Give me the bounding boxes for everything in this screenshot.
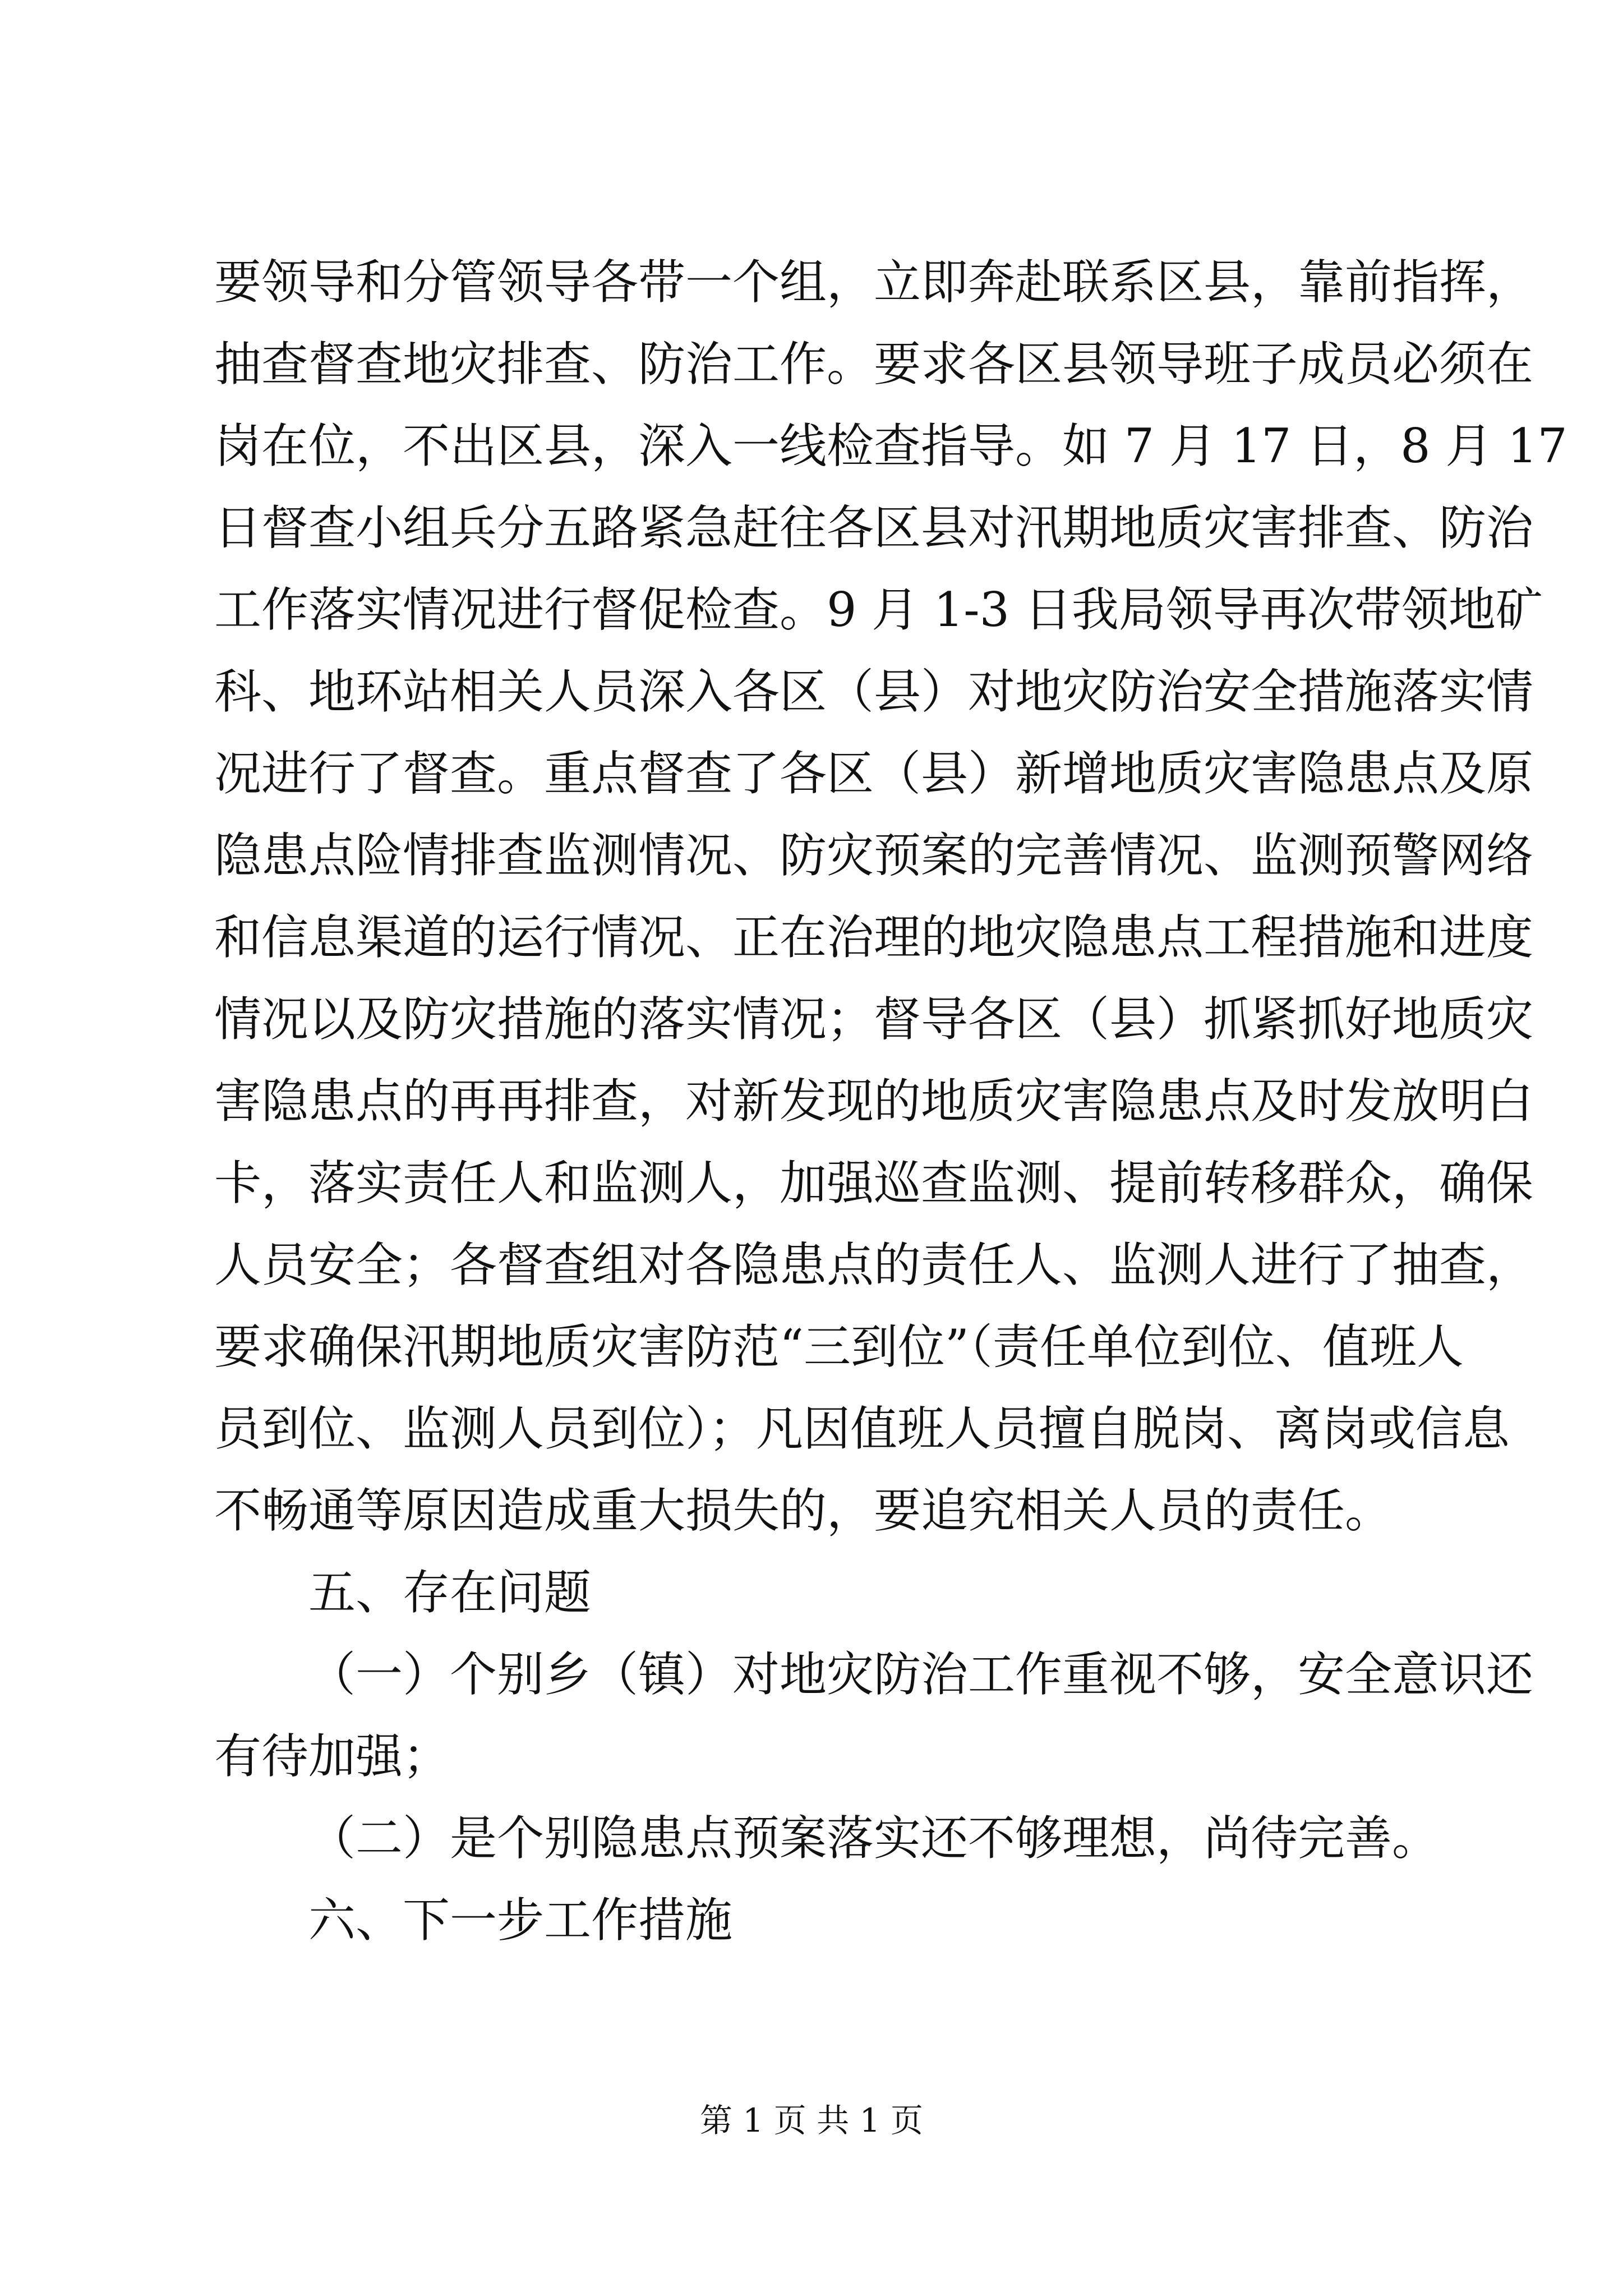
paragraph-line: 卡，落实责任人和监测人，加强巡查监测、提前转移群众，确保 bbox=[214, 1156, 1534, 1211]
paragraph-line: 和信息渠道的运行情况、正在治理的地灾隐患点工程措施和进度 bbox=[214, 910, 1534, 965]
paragraph-line: 不畅通等原因造成重大损失的，要追究相关人员的责任。 bbox=[214, 1483, 1393, 1538]
section-heading: 六、下一步工作措施 bbox=[308, 1893, 733, 1948]
paragraph-line: 抽查督查地灾排查、防治工作。要求各区县领导班子成员必须在 bbox=[214, 337, 1534, 392]
paragraph-line: 员到位、监测人员到位）；凡因值班人员擅自脱岗、离岗或信息 bbox=[214, 1401, 1510, 1456]
document-body bbox=[214, 241, 1567, 1961]
paragraph-line: 工作落实情况进行督促检查。9 月 1-3 日我局领导再次带领地矿 bbox=[214, 582, 1543, 637]
paragraph-line: 日督查小组兵分五路紧急赶往各区县对汛期地质灾害排查、防治 bbox=[214, 500, 1534, 555]
section-heading: 五、存在问题 bbox=[308, 1565, 592, 1620]
paragraph-line: 岗在位，不出区县，深入一线检查指导。如 7 月 17 日，8 月 17 bbox=[214, 418, 1567, 473]
list-item-line: （一）个别乡（镇）对地灾防治工作重视不够，安全意识还 bbox=[308, 1647, 1534, 1702]
paragraph-line: 人员安全；各督查组对各隐患点的责任人、监测人进行了抽查， bbox=[214, 1237, 1534, 1292]
paragraph-line: 况进行了督查。重点督查了各区（县）新增地质灾害隐患点及原 bbox=[214, 746, 1534, 801]
list-item-line: （二）是个别隐患点预案落实还不够理想，尚待完善。 bbox=[308, 1811, 1440, 1866]
paragraph-line: 隐患点险情排查监测情况、防灾预案的完善情况、监测预警网络 bbox=[214, 828, 1534, 883]
paragraph-line: 情况以及防灾措施的落实情况；督导各区（县）抓紧抓好地质灾 bbox=[214, 992, 1534, 1047]
paragraph-line: 要领导和分管领导各带一个组，立即奔赴联系区县，靠前指挥， bbox=[214, 255, 1534, 310]
list-item-line: 有待加强； bbox=[214, 1729, 450, 1784]
page-number-footer: 第 1 页 共 1 页 bbox=[700, 2101, 923, 2139]
paragraph-line: 科、地环站相关人员深入各区（县）对地灾防治安全措施落实情 bbox=[214, 664, 1534, 719]
paragraph-line: 要求确保汛期地质灾害防范“三到位”（责任单位到位、值班人 bbox=[214, 1319, 1464, 1374]
paragraph-line: 害隐患点的再再排查，对新发现的地质灾害隐患点及时发放明白 bbox=[214, 1074, 1534, 1129]
